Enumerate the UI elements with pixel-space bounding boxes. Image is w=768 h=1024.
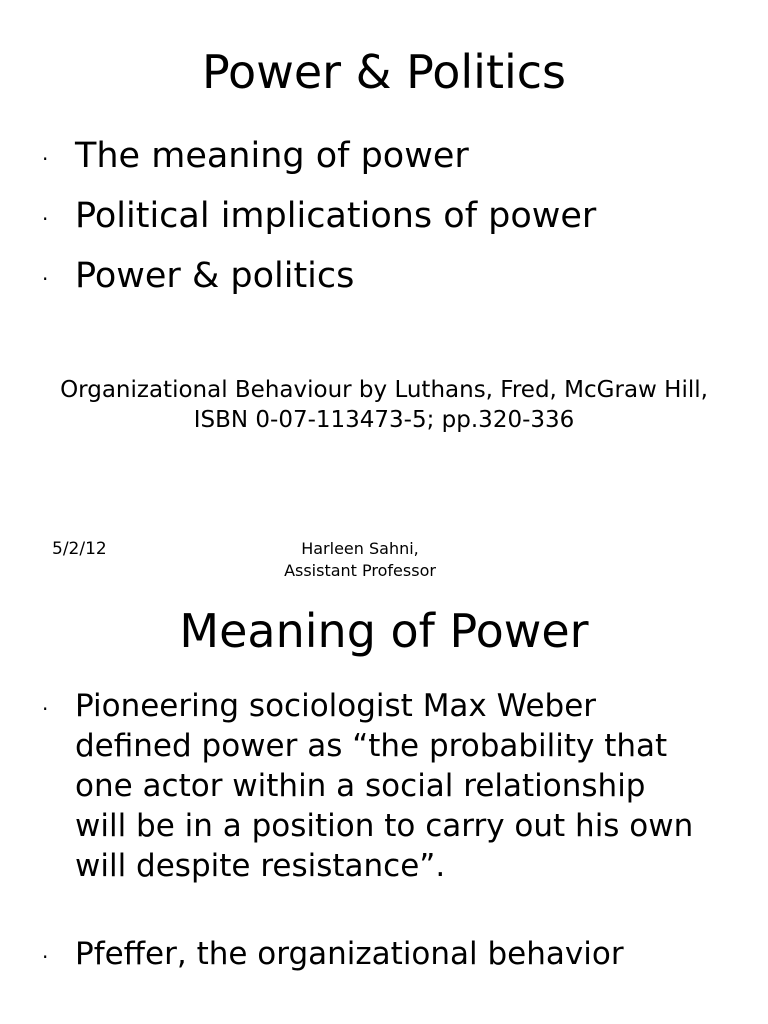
- footer-author: [240, 538, 480, 582]
- bullet-item: [0, 136, 768, 176]
- slide-2: [0, 585, 768, 1024]
- bullet-list: [0, 136, 768, 316]
- author-title: Assistant Professor: [284, 561, 436, 580]
- bullet-dot-icon: ·: [42, 147, 49, 171]
- bullet-text: Pfeffer, the organizational behavior: [75, 936, 624, 972]
- bullet-text: Pioneering sociologist Max Weber defined power as “the probability that one actor within a social relationship will be in a position to carry out his own will despite resistance”.: [75, 688, 694, 884]
- slide-title: Power & Politics: [201, 45, 567, 99]
- bullet-dot-icon: ·: [42, 207, 49, 231]
- bullet-item: [0, 686, 768, 886]
- bullet-text: Power & politics: [75, 256, 355, 296]
- bullet-text: Political implications of power: [75, 196, 597, 236]
- bullet-dot-icon: ·: [42, 697, 49, 721]
- bullet-dot-icon: ·: [42, 267, 49, 291]
- bullet-item: [0, 934, 768, 974]
- bullet-text: The meaning of power: [75, 136, 469, 176]
- slide-title: Meaning of Power: [179, 604, 589, 658]
- bullet-dot-icon: ·: [42, 945, 49, 969]
- bullet-item: [0, 196, 768, 236]
- book-reference: Organizational Behaviour by Luthans, Fred, McGraw Hill, ISBN 0-07-113473-5; pp.320-336: [60, 377, 708, 433]
- author-name: Harleen Sahni,: [301, 539, 419, 558]
- bullet-list: [0, 686, 768, 1022]
- bullet-item: [0, 256, 768, 296]
- footer-date: 5/2/12: [52, 539, 107, 559]
